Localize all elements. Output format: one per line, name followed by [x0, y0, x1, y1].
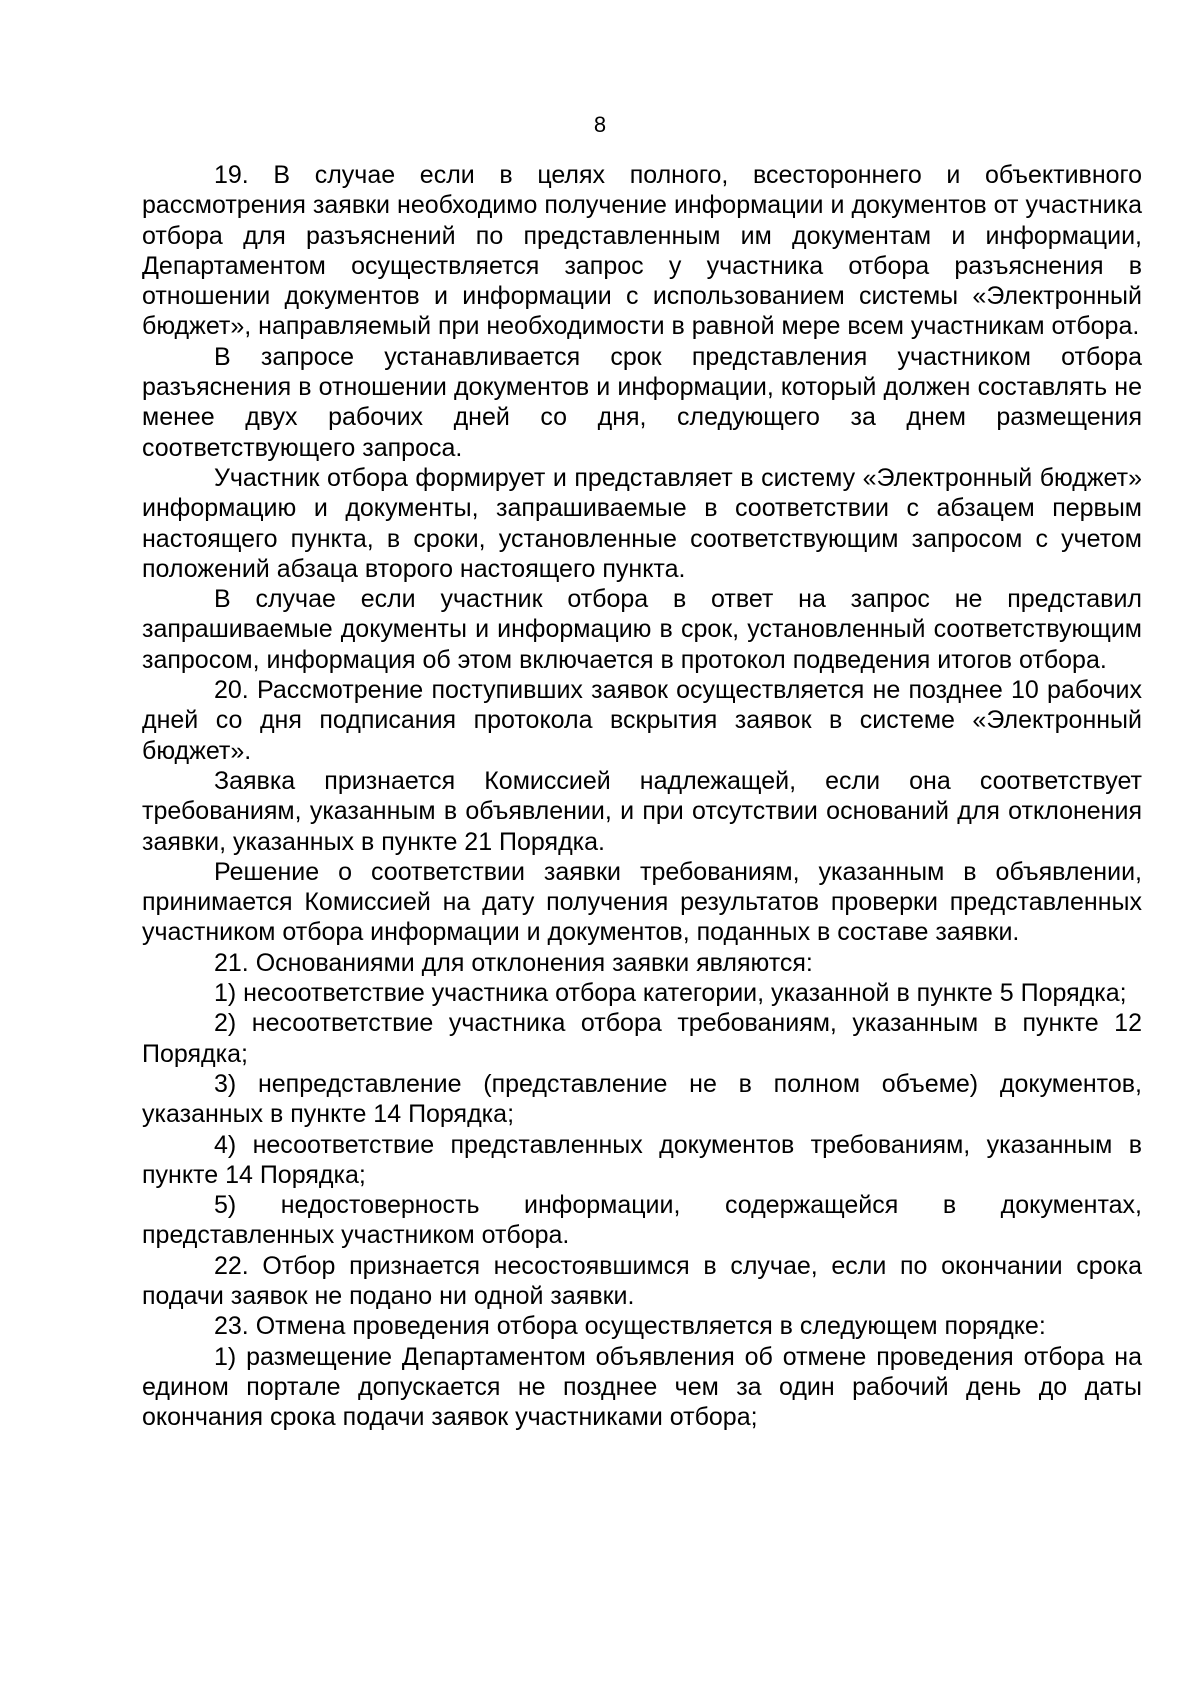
list-item: 1) несоответствие участника отбора категории, указанной в пункте 5 Порядка;: [214, 979, 1127, 1008]
paragraph: Заявка признается Комиссией надлежащей, если она соответствует требованиям, указанным в объявлении, и при отсутствии оснований для отклонения заявки, указанных в пункте 21 Порядка.: [142, 766, 1142, 856]
paragraph: В случае если участник отбора в ответ на запрос не представил запрашиваемые документы и информацию в срок, установленный соответствующим запросом, информация об этом включается в протокол подведения итогов отбора.: [142, 585, 1142, 674]
paragraph: 20. Рассмотрение поступивших заявок осуществляется не позднее 10 рабочих дней со дня подписания протокола вскрытия заявок в системе «Электронный бюджет».: [142, 676, 1142, 765]
paragraph: Участник отбора формирует и представляет в систему «Электронный бюджет» информацию и документы, запрашиваемые в соответствии с абзацем первым настоящего пункта, в сроки, установленные соответствующим запросом с учетом положений абзаца второго настоящего пункта.: [142, 463, 1142, 583]
paragraph: Решение о соответствии заявки требованиям, указанным в объявлении, принимается Комиссией на дату получения результатов проверки представленных участником отбора информации и документов, поданных в составе заявки.: [142, 857, 1142, 947]
paragraph: В запросе устанавливается срок представления участником отбора разъяснения в отношении документов и информации, который должен составлять не менее двух рабочих дней со дня, следующего за днем размещения соответствующего запроса.: [142, 342, 1142, 462]
list-item: 3) непредставление (представление не в полном объеме) документов, указанных в пункте 14 Порядка;: [142, 1069, 1142, 1129]
list-item: 5) недостоверность информации, содержащейся в документах, представленных участником отбора.: [142, 1191, 1142, 1250]
paragraph: 22. Отбор признается несостоявшимся в случае, если по окончании срока подачи заявок не подано ни одной заявки.: [142, 1251, 1142, 1310]
paragraph: 19. В случае если в целях полного, всестороннего и объективного рассмотрения заявки необходимо получение информации и документов от участника отбора для разъяснений по представленным им документам и информации, Департаментом осуществляется запрос у участника отбора разъяснения в отношении документов и информации с использованием системы «Электронный бюджет», направляемый при необходимости в равной мере всем участникам отбора.: [142, 161, 1142, 341]
page-number: 8: [593, 112, 607, 137]
list-item: 2) несоответствие участника отбора требованиям, указанным в пункте 12 Порядка;: [142, 1009, 1142, 1068]
document-body: [142, 160, 1142, 1432]
list-item: 1) размещение Департаментом объявления об отмене проведения отбора на едином портале допускается не позднее чем за один рабочий день до даты окончания срока подачи заявок участниками отбора;: [142, 1342, 1142, 1432]
paragraph: 21. Основаниями для отклонения заявки являются:: [214, 948, 813, 977]
paragraph: 23. Отмена проведения отбора осуществляется в следующем порядке:: [214, 1312, 1046, 1341]
list-item: 4) несоответствие представленных документов требованиям, указанным в пункте 14 Порядка;: [142, 1130, 1142, 1189]
